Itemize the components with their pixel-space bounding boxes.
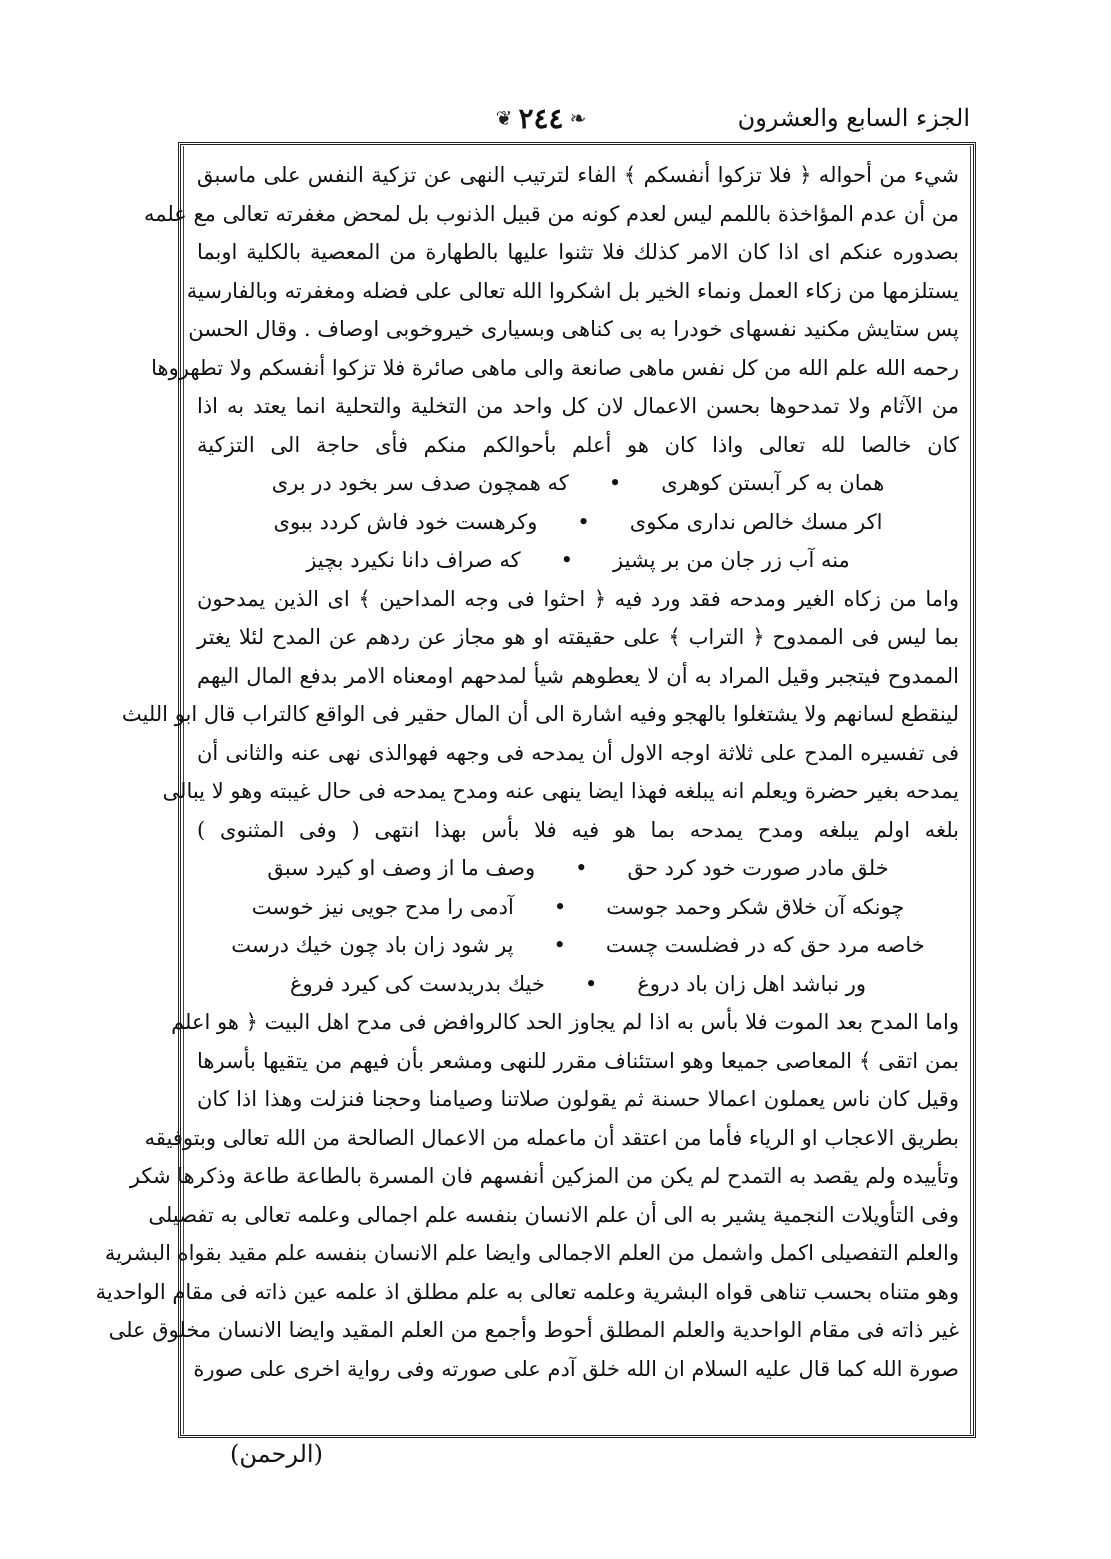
verse-separator: • [553,933,566,957]
text-line: الممدوح فيتجبر وقيل المراد به أن لا يعطوهم شيأ لمدحهم اومعناه الامر بدفع المال اليهم [197,663,959,688]
verse-line [197,464,959,503]
text-line: پس ستايش مكنيد نفسهاى خودرا به بى كناهى وبسيارى خيروخوبى اوصاف . وقال الحسن [188,317,959,341]
verse-line [197,849,959,888]
text-line: كان خالصا لله تعالى واذا كان هو أعلم بأحوالكم منكم فأى حاجة الى التزكية [197,432,959,457]
verse-hemistich-left: پر شود زان باد چون خيك درست [231,933,514,957]
verse-line [197,541,959,580]
verse-hemistich-right: خلق مادر صورت خود كرد حق [627,856,889,880]
text-line: رحمه الله علم الله من كل نفس ماهى صانعة والى ماهى صائرة فلا تزكوا أنفسكم ولا تطهروها [151,355,959,380]
right-ornament-icon: ❧ [569,106,587,130]
text-line: وهو متناه بحسب تناهى قواه البشرية وعلمه تعالى به علم مطلق اذ علمه عين ذاته فى مقام الواحدية [95,1279,959,1304]
text-line: من أن عدم المؤاخذة باللمم ليس لعدم كونه من قبيل الذنوب بل لمحض مغفرته تعالى مع علمه [143,201,959,226]
text-line: من الآثام ولا تمدحوها بحسن الاعمال لان كل واحد من التخلية والتحلية انما يعتد به اذا [197,394,959,418]
page-number: ٢٤٤ [518,101,564,135]
verse-line [197,888,959,927]
running-title: الجزء السابع والعشرون [737,104,970,132]
text-line: بصدوره عنكم اى اذا كان الامر كذلك فلا تثنوا عليها بالطهارة من المعصية بالكلية اوبما [197,240,959,264]
text-line: فى تفسيره المدح على ثلاثة اوجه الاول أن يمدحه فى وجهه فهوالذى نهى عنه والثانى أن [197,740,959,765]
page-header [180,98,970,142]
text-line: وقيل كان ناس يعملون اعمالا حسنة ثم يقولون صلاتنا وصيامنا وحجنا فنزلت وهذا اذا كان [197,1087,959,1111]
verse-line [197,926,959,965]
main-text [95,156,959,1388]
text-line: شيء من أحواله ﴿ فلا تزكوا أنفسكم ﴾ الفاء لترتيب النهى عن تزكية النفس على ماسبق [197,163,959,187]
text-line: وتأييده ولم يقصد به التمدح لم يكن من المزكين أنفسهم فان المسرة بالطاعة طاعة وذكرها شكر [129,1164,959,1188]
verse-hemistich-left: كه همچون صدف سر بخود در برى [271,471,569,495]
text-line: يمدحه بغير حضرة ويعلم انه يبلغه فهذا ايضا ينهى عنه ومدح يمدحه فى حال غيبته وهو لا يبالى [162,779,959,803]
verse-line [197,965,959,1004]
verse-separator: • [575,856,588,880]
verse-hemistich-right: ور نباشد اهل زان باد دروغ [637,971,867,996]
verse-hemistich-left: خيك بدريدست كى كيرد فروغ [289,971,545,996]
verse-hemistich-right: همان به كر آبستن كوهرى [661,471,885,495]
verse-hemistich-left: كه صراف دانا نكيرد بچيز [306,548,521,572]
page-number-ornament [456,98,626,138]
verse-separator: • [608,471,622,495]
text-line: والعلم التفصيلى اكمل واشمل من العلم الاجمالى وايضا علم الانسان بنفسه علم مقيد بقواه البشرية [104,1241,959,1265]
verse-hemistich-right: خاصه مرد حق كه در فضلست چست [605,933,925,957]
verse-hemistich-right: چونكه آن خلاق شكر وحمد جوست [606,894,905,919]
verse-hemistich-left: وصف ما از وصف او كيرد سبق [267,856,536,880]
verse-separator: • [577,509,590,534]
verse-line [197,503,959,542]
text-line: غير ذاته فى مقام الواحدية والعلم المطلق أحوط وأجمع من العلم المقيد وايضا الانسان مخلوق على [108,1318,959,1342]
text-line: يستلزمها من زكاء العمل ونماء الخير بل اشكروا الله تعالى على فضله ومغفرته وبالفارسية [186,278,959,303]
left-ornament-icon: ❦ [495,106,513,130]
text-line: بطريق الاعجاب او الرياء فأما من اعتقد أن ماعمله من الاعمال الصالحة من الله تعالى وبتوفيقه [144,1125,959,1150]
verse-hemistich-left: آدمى را مدح جويى نيز خوست [251,894,514,919]
text-line: صورة الله كما قال عليه السلام ان الله خلق آدم على صورته وفى رواية اخرى على صورة [193,1356,959,1381]
text-line: بلغه اولم يبلغه ومدح يمدحه بما هو فيه فلا بأس بهذا انتهى ( وفى المثنوى ) [197,817,959,842]
verse-hemistich-right: منه آب زر جان من بر پشيز [613,548,850,572]
verse-separator: • [553,894,567,919]
text-line: واما المدح بعد الموت فلا بأس به اذا لم يجاوز الحد كالروافض فى مدح اهل البيت ﴿ هو اعلم [171,1010,959,1034]
verse-separator: • [560,548,574,572]
catchword: (الرحمن) [230,1440,323,1468]
verse-separator: • [584,971,598,996]
text-line: بما ليس فى الممدوح ﴿ التراب ﴾ على حقيقته او هو مجاز عن ردهم عن المدح لئلا يغتر [197,625,959,649]
text-line: لينقطع لسانهم ولا يشتغلوا بالهجو وفيه اشارة الى أن المال حقير فى الواقع كالتراب قال ابو الليث [121,702,959,726]
verse-hemistich-right: اكر مسك خالص ندارى مكوى [629,509,883,534]
text-line: واما من زكاه الغير ومدحه فقد ورد فيه ﴿ احثوا فى وجه المداحين ﴾ اى الذين يمدحون [197,586,959,611]
verse-hemistich-left: وكرهست خود فاش كردد ببوى [273,509,538,534]
text-line: وفى التأويلات النجمية يشير به الى أن علم الانسان بنفسه علم اجمالى وعلمه تعالى به تفصيلى [148,1202,959,1227]
text-line: بمن اتقى ﴾ المعاصى جميعا وهو استئناف مقرر للنهى ومشعر بأن فيهم من يتقيها بأسرها [197,1048,959,1073]
